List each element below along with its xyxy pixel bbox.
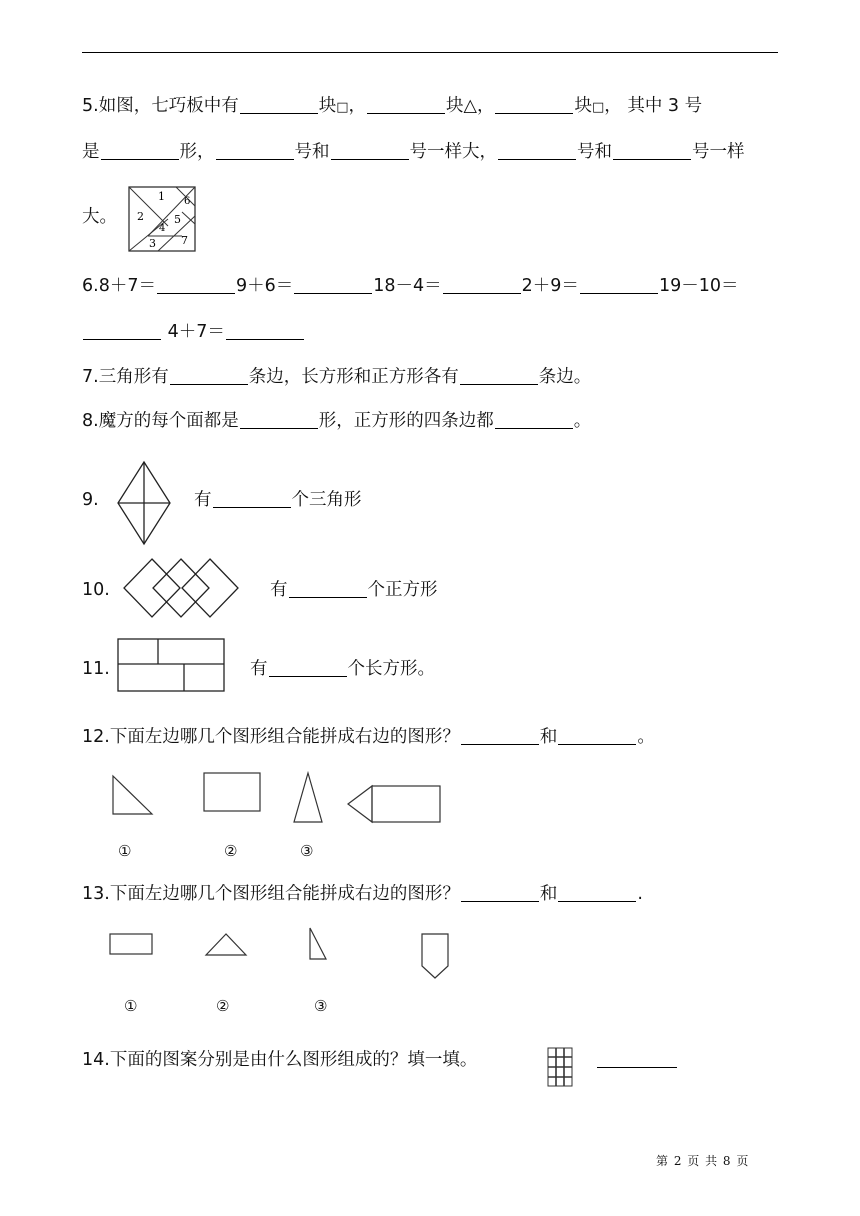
q13-text-a: 13.下面左边哪几个图形组合能拼成右边的图形？ bbox=[82, 884, 460, 904]
q13-label-2: ② bbox=[216, 997, 230, 1015]
q6-eq-6: 4＋7＝ bbox=[162, 322, 225, 342]
q12-text-c: 。 bbox=[637, 727, 655, 747]
q5-text-e: 块 bbox=[574, 96, 592, 116]
q6-line-2 bbox=[82, 320, 305, 344]
q7-text-b: 条边，长方形和正方形各有 bbox=[248, 367, 459, 387]
square-symbol: □ bbox=[591, 100, 605, 115]
q11-text-b: 个长方形。 bbox=[347, 659, 435, 679]
rectangles-figure bbox=[116, 637, 226, 693]
q8-text-b: 形，正方形的四条边都 bbox=[318, 411, 494, 431]
q5-text-j: 号一样大， bbox=[409, 142, 497, 162]
q5-line-1 bbox=[82, 94, 702, 120]
q9-text-b: 个三角形 bbox=[291, 490, 362, 510]
q12-blank-2[interactable] bbox=[558, 726, 636, 745]
q5-blank-8[interactable] bbox=[613, 141, 691, 160]
q13-text-c: . bbox=[637, 884, 643, 904]
tangram-num: 4 bbox=[159, 223, 166, 234]
q13-text-b: 和 bbox=[539, 884, 558, 904]
tangram-num: 5 bbox=[174, 213, 181, 226]
q6-eq-3: 18－4＝ bbox=[373, 276, 442, 296]
q11-number: 11. bbox=[82, 659, 110, 679]
q6-eq-2: 9＋6＝ bbox=[235, 276, 294, 296]
kite-figure bbox=[116, 460, 172, 546]
combined-shape bbox=[348, 786, 372, 822]
q5-blank-7[interactable] bbox=[498, 141, 576, 160]
q5-text-f: ， 其中 3 号 bbox=[604, 96, 703, 116]
q6-blank-2[interactable] bbox=[294, 275, 372, 294]
q5-blank-6[interactable] bbox=[331, 141, 409, 160]
q13-label-1: ① bbox=[124, 997, 138, 1015]
square-symbol: □ bbox=[336, 100, 349, 115]
q12-label-3: ③ bbox=[300, 842, 314, 860]
q12-blank-1[interactable] bbox=[461, 726, 539, 745]
q5-blank-3[interactable] bbox=[495, 95, 573, 114]
q9-text-a: 有 bbox=[194, 490, 212, 510]
q7-blank-1[interactable] bbox=[170, 366, 248, 385]
q6-blank-4[interactable] bbox=[580, 275, 658, 294]
q12-text-a: 12.下面左边哪几个图形组合能拼成右边的图形？ bbox=[82, 727, 460, 747]
q7-line bbox=[82, 365, 591, 389]
q8-blank-2[interactable] bbox=[495, 410, 573, 429]
q8-blank-1[interactable] bbox=[240, 410, 318, 429]
q5-text-k: 号和 bbox=[577, 142, 612, 162]
right-triangle-shape bbox=[113, 776, 152, 814]
q12-label-1: ① bbox=[118, 842, 132, 860]
q13-line bbox=[82, 882, 643, 906]
q7-blank-2[interactable] bbox=[460, 366, 538, 385]
q6-blank-5[interactable] bbox=[83, 321, 161, 340]
q5-text-a: 5.如图，七巧板中有 bbox=[82, 96, 239, 116]
right-triangle-shape bbox=[310, 928, 326, 959]
q12-label-2: ② bbox=[224, 842, 238, 860]
tangram-num: 1 bbox=[158, 190, 165, 203]
tangram-num: 6 bbox=[184, 196, 191, 207]
q13-shapes bbox=[104, 926, 456, 982]
q8-text-a: 8.魔方的每个面都是 bbox=[82, 411, 239, 431]
q10-number: 10. bbox=[82, 580, 110, 600]
q13-blank-1[interactable] bbox=[461, 883, 539, 902]
q11-blank[interactable] bbox=[269, 658, 347, 677]
q9-number: 9. bbox=[82, 490, 99, 510]
triangle-shape bbox=[206, 934, 246, 955]
q11-answer bbox=[250, 657, 435, 681]
q8-line bbox=[82, 409, 591, 433]
tangram-figure bbox=[128, 186, 196, 252]
q5-text-h: 形， bbox=[179, 142, 215, 162]
q5-text-i: 号和 bbox=[294, 142, 330, 162]
q10-text-a: 有 bbox=[270, 580, 288, 600]
q5-line-3 bbox=[82, 205, 117, 229]
tangram-num: 7 bbox=[181, 234, 188, 247]
q5-blank-5[interactable] bbox=[216, 141, 294, 160]
q10-text-b: 个正方形 bbox=[367, 580, 438, 600]
header-rule bbox=[82, 52, 778, 53]
q5-text-g: 是 bbox=[82, 142, 100, 162]
q6-eq-4: 2＋9＝ bbox=[521, 276, 579, 296]
pentagon-shape bbox=[422, 934, 448, 978]
q10-answer bbox=[270, 578, 438, 602]
isosceles-triangle-shape bbox=[294, 773, 322, 822]
q13-blank-2[interactable] bbox=[558, 883, 636, 902]
q6-line-1 bbox=[82, 274, 738, 298]
q14-line bbox=[82, 1048, 477, 1072]
q5-text-m: 大。 bbox=[82, 207, 117, 227]
combined-shape-rect bbox=[372, 786, 440, 822]
q9-answer bbox=[194, 488, 362, 512]
q12-shapes bbox=[108, 770, 448, 826]
q14-text-a: 14.下面的图案分别是由什么图形组成的？填一填。 bbox=[82, 1050, 478, 1070]
q13-label-3: ③ bbox=[314, 997, 328, 1015]
q11-text-a: 有 bbox=[250, 659, 268, 679]
square-grid-pattern bbox=[546, 1046, 574, 1088]
q6-eq-5: 19－10＝ bbox=[658, 276, 739, 296]
q5-blank-2[interactable] bbox=[367, 95, 445, 114]
q7-text-a: 7.三角形有 bbox=[82, 367, 169, 387]
q7-text-c: 条边。 bbox=[538, 367, 592, 387]
q12-line bbox=[82, 725, 655, 749]
q6-blank-3[interactable] bbox=[443, 275, 521, 294]
rectangle-shape bbox=[204, 773, 260, 811]
q6-blank-1[interactable] bbox=[157, 275, 235, 294]
q5-blank-4[interactable] bbox=[101, 141, 179, 160]
q5-text-b: 块 bbox=[318, 96, 337, 116]
q6-blank-6[interactable] bbox=[226, 321, 304, 340]
q6-eq-1: 6.8＋7＝ bbox=[82, 276, 156, 296]
tangram-num: 3 bbox=[149, 237, 156, 250]
q5-text-c: ， bbox=[348, 96, 366, 116]
q8-text-c: 。 bbox=[573, 411, 592, 431]
diamonds-figure bbox=[122, 557, 240, 619]
q9-blank[interactable] bbox=[213, 489, 291, 508]
q14-answer bbox=[596, 1048, 678, 1072]
q5-line-2 bbox=[82, 140, 745, 164]
page-footer: 第 2 页 共 8 页 bbox=[656, 1154, 750, 1168]
q5-text-l: 号一样 bbox=[692, 142, 745, 162]
q5-text-d: 块△， bbox=[446, 96, 495, 116]
q10-blank[interactable] bbox=[289, 579, 367, 598]
q5-blank-1[interactable] bbox=[240, 95, 318, 114]
q14-blank[interactable] bbox=[597, 1049, 677, 1068]
rectangle-shape bbox=[110, 934, 152, 954]
q12-text-b: 和 bbox=[539, 727, 558, 747]
tangram-num: 2 bbox=[137, 210, 144, 223]
